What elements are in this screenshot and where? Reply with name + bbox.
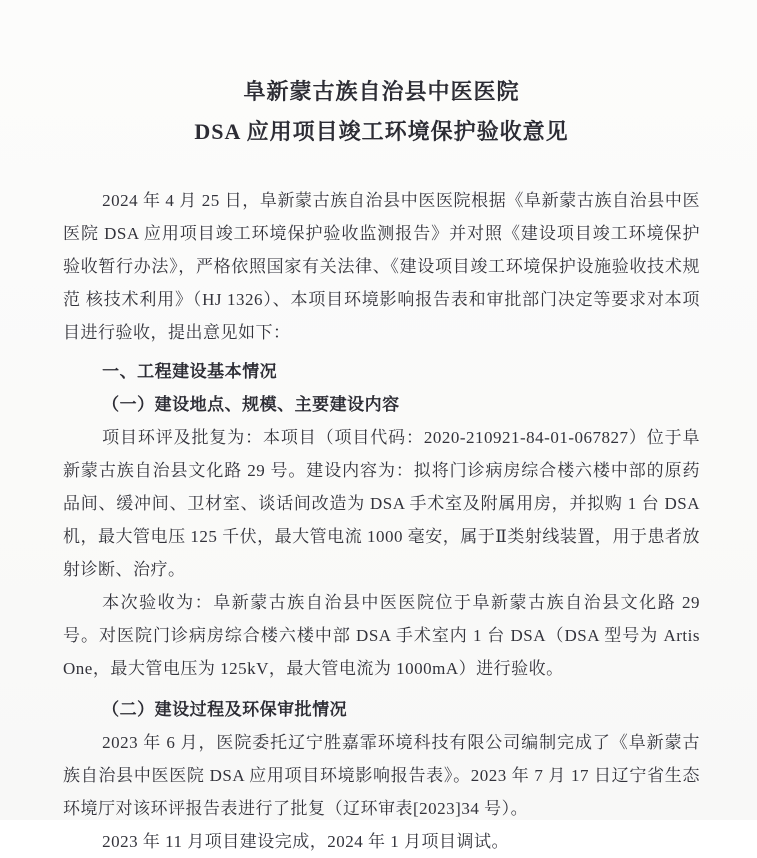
document-title: [63, 72, 700, 152]
subsection-1-2-paragraph-2: 2023 年 11 月项目建设完成，2024 年 1 月项目调试。: [102, 832, 509, 851]
subsection-1-2-heading: （二）建设过程及环保审批情况: [102, 700, 348, 719]
subsection-1-1-paragraph-2: 本次验收为：阜新蒙古族自治县中医医院位于阜新蒙古族自治县文化路 29 号。对医院门诊病房综合楼六楼中部 DSA 手术室内 1 台 DSA（DSA 型号为 Artis One，最大管电压为 125kV，最大管电流为 1000mA）进行验收。: [63, 593, 700, 678]
subsection-1-1-paragraph-1: 项目环评及批复为：本项目（项目代码：2020-210921-84-01-067827）位于阜新蒙古族自治县文化路 29 号。建设内容为：拟将门诊病房综合楼六楼中部的原药品间、缓冲间、卫材室、谈话间改造为 DSA 手术室及附属用房，并拟购 1 台 DSA 机，最大管电压 125 千伏，最大管电流 1000 毫安，属于Ⅱ类射线装置，用于患者放射诊断、治疗。: [63, 428, 700, 579]
section-1-heading: 一、工程建设基本情况: [102, 362, 278, 381]
subsection-1-1-heading: （一）建设地点、规模、主要建设内容: [102, 395, 400, 414]
subsection-1-2-paragraph-1: 2023 年 6 月，医院委托辽宁胜嘉霏环境科技有限公司编制完成了《阜新蒙古族自治县中医医院 DSA 应用项目环境影响报告表》。2023 年 7 月 17 日辽宁省生态环境厅对该环评报告表进行了批复（辽环审表[2023]34 号）。: [63, 733, 700, 818]
document-title-line1: 阜新蒙古族自治县中医医院: [243, 79, 520, 104]
document-title-line2: DSA 应用项目竣工环境保护验收意见: [194, 119, 569, 144]
intro-paragraph: 2024 年 4 月 25 日，阜新蒙古族自治县中医医院根据《阜新蒙古族自治县中医医院 DSA 应用项目竣工环境保护验收监测报告》并对照《建设项目竣工环境保护验收暂行办法》，严格依照国家有关法律、《建设项目竣工环境保护设施验收技术规范 核技术利用》（HJ 1326）、本项目环境影响报告表和审批部门决定等要求对本项目进行验收，提出意见如下：: [63, 191, 700, 342]
